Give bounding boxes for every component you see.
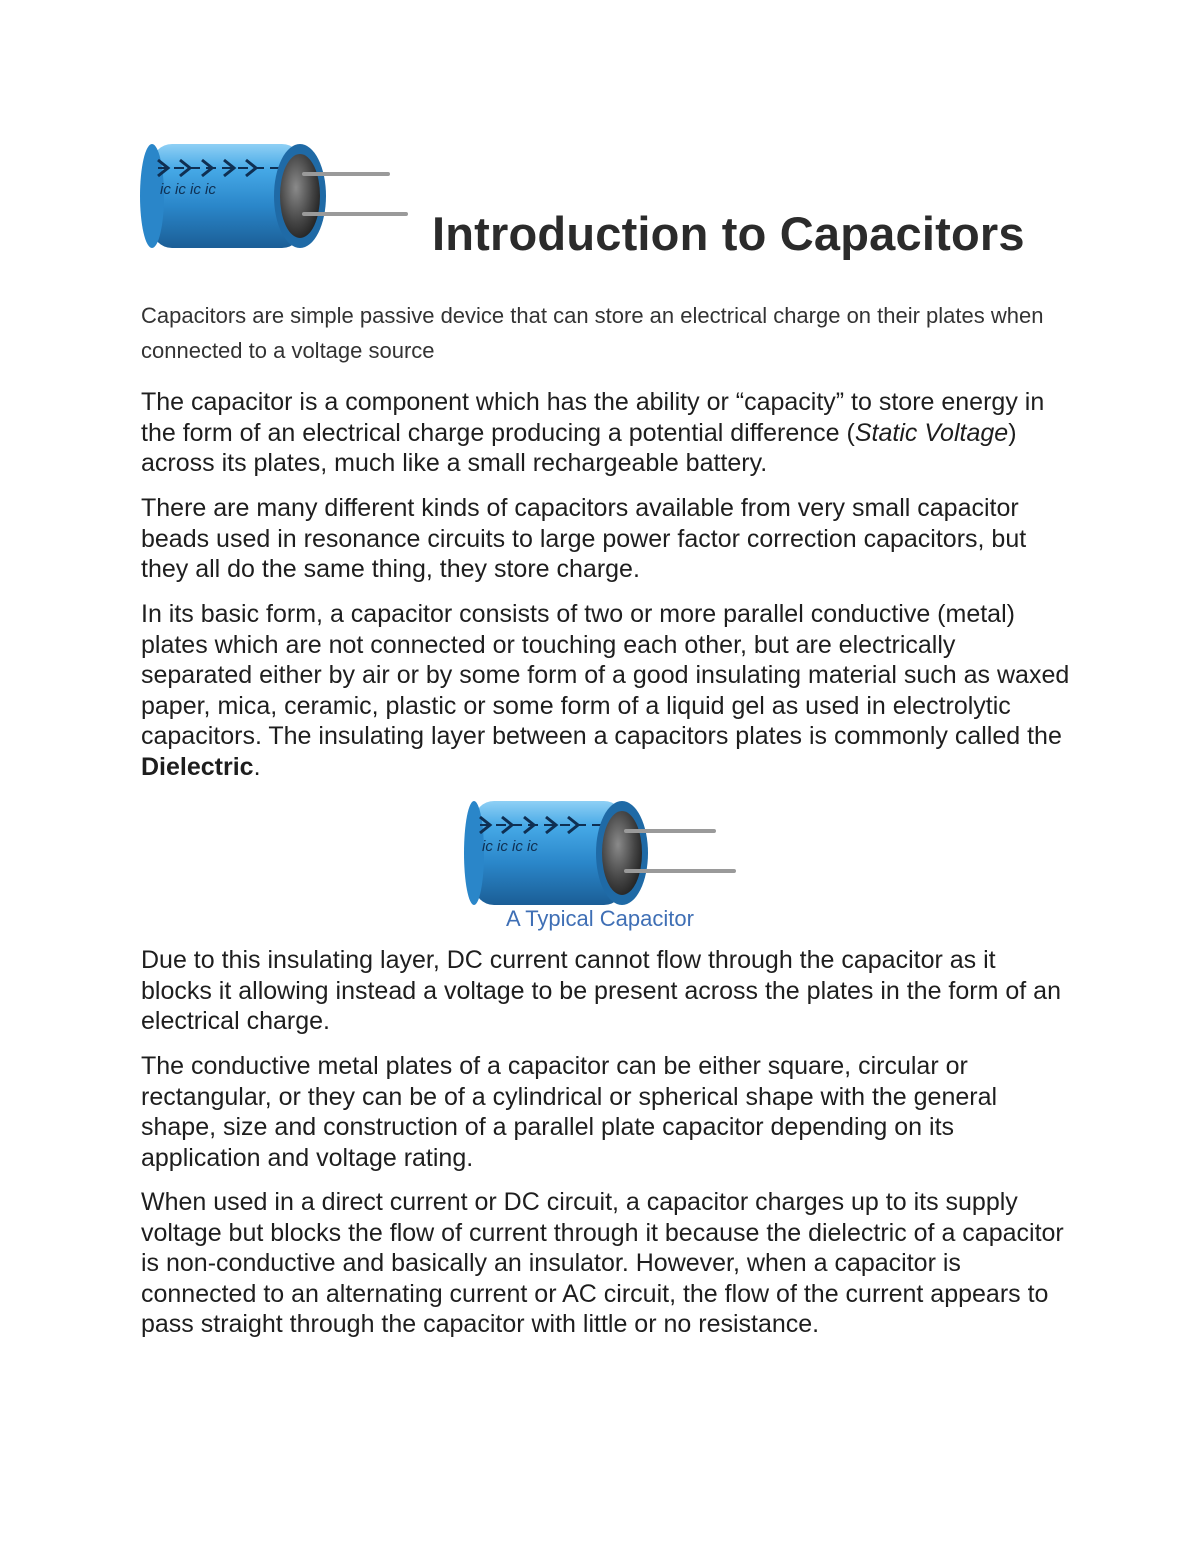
- paragraph-insulating-layer: Due to this insulating layer, DC current cannot flow through the capacitor as it blocks it allowing instead a voltage to be present across the plates in the form of an electrical charge.: [141, 946, 1061, 1035]
- figure-caption: A Typical Capacitor: [506, 906, 694, 931]
- paragraph-text: The capacitor is a component which has the ability or “capacity” to store energy in the form of an electrical charge producing a potential difference (: [141, 388, 1045, 447]
- bold-term: Dielectric: [141, 752, 254, 781]
- paragraph-plate-shapes: The conductive metal plates of a capacitor can be either square, circular or rectangular, or they can be of a cylindrical or spherical shape with the general shape, size and construction of a parallel plate capacitor depending on its application and voltage rating.: [141, 1052, 998, 1172]
- capacitor-marking: ic ic ic ic: [160, 181, 216, 198]
- capacitor-image-figure: [462, 795, 738, 911]
- paragraph-basic-form: [141, 599, 1071, 782]
- document-title: Introduction to Capacitors: [432, 207, 1025, 260]
- paragraph-dc-ac: When used in a direct current or DC circuit, a capacitor charges up to its supply voltage but blocks the flow of current through it because the dielectric of a capacitor is non-conductive and basically an insulator. However, when a capacitor is connected to an alternating current or AC circuit, the flow of the current appears to pass straight through the capacitor with little or no resistance.: [141, 1188, 1064, 1338]
- paragraph-text: In its basic form, a capacitor consists of two or more parallel conductive (metal) plates which are not connected or touching each other, but are electrically separated either by air or by some form of a good insulating material such as waxed paper, mica, ceramic, plastic or some form of a liquid gel as used in electrolytic capacitors. The insulating layer between a capacitors plates is commonly called the: [141, 600, 1070, 750]
- paragraph-capacity: [141, 387, 1071, 479]
- italic-term: Static Voltage: [854, 418, 1009, 447]
- paragraph-text: .: [253, 752, 261, 781]
- capacitor-marking: ic ic ic ic: [482, 838, 538, 855]
- intro-paragraph: Capacitors are simple passive device that can store an electrical charge on their plates when connected to a voltage source: [141, 303, 1044, 363]
- paragraph-text: ) across its plates, much like a small rechargeable battery.: [141, 418, 1017, 477]
- paragraph-kinds: There are many different kinds of capacitors available from very small capacitor beads used in resonance circuits to large power factor correction capacitors, but they all do the same thing, they store charge.: [141, 494, 1027, 583]
- capacitor-image-header: [138, 138, 410, 256]
